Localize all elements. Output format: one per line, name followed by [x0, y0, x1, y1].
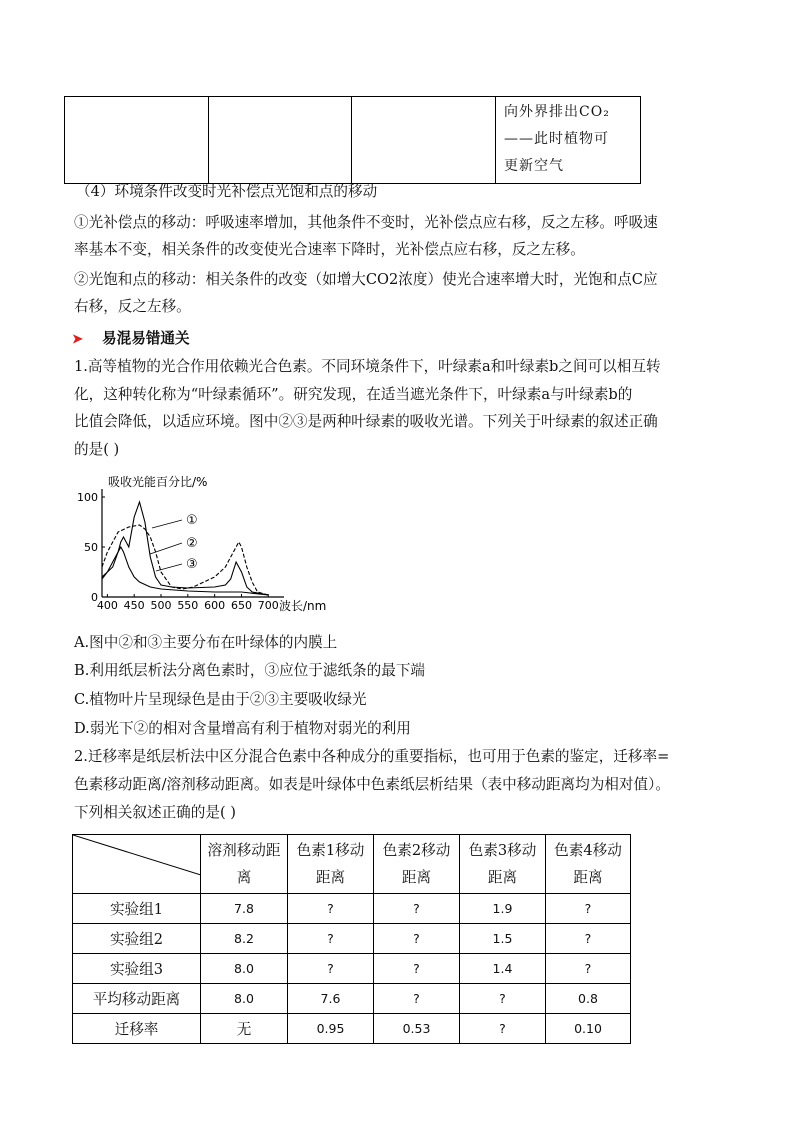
- table-row: 实验组2 8.2 ? ? 1.5 ?: [73, 924, 631, 954]
- note-line: ——此时植物可: [504, 131, 609, 147]
- note-line: 向外界排出CO₂: [504, 104, 610, 120]
- y-axis-label: 吸收光能百分比/%: [108, 475, 208, 489]
- y-tick-label: 0: [91, 591, 98, 604]
- table-cell: [65, 97, 209, 184]
- question-line: 的是( ): [74, 441, 120, 458]
- question-line: 比值会降低，以适应环境。图中②③是两种叶绿素的吸收光谱。下列关于叶绿素的叙述正确: [74, 413, 658, 430]
- section-heading: [72, 327, 190, 348]
- continuation-table: [64, 96, 641, 184]
- header-cell: 色素2移动 距离: [374, 835, 460, 894]
- option-b: B.利用纸层析法分离色素时，③应位于滤纸条的最下端: [74, 662, 426, 679]
- option-a: A.图中②和③主要分布在叶绿体的内膜上: [74, 634, 338, 651]
- table-cell: [352, 97, 496, 184]
- x-tick-label: 700: [257, 599, 279, 612]
- series-label: ②: [186, 536, 198, 551]
- question-line: 色素移动距离/溶剂移动距离。如表是叶绿体中色素纸层析结果（表中移动距离均为相对值）。: [74, 776, 670, 793]
- header-cell: 色素3移动 距离: [460, 835, 546, 894]
- x-tick-label: 600: [204, 599, 226, 612]
- option-c: C.植物叶片呈现绿色是由于②③主要吸收绿光: [74, 691, 367, 708]
- header-cell: 色素1移动 距离: [288, 835, 374, 894]
- heading-text: 易混易错通关: [102, 330, 190, 347]
- header-cell: 色素4移动 距离: [546, 835, 631, 894]
- question-line: 化，这种转化称为“叶绿素循环”。研究发现，在适当遮光条件下，叶绿素a与叶绿素b的: [74, 386, 633, 403]
- table-cell: [209, 97, 352, 184]
- table-row: 平均移动距离 8.0 7.6 ? ? 0.8: [73, 984, 631, 1014]
- option-d: D.弱光下②的相对含量增高有利于植物对弱光的利用: [74, 720, 411, 737]
- label-leader: [152, 520, 182, 528]
- arrow-icon: ➤: [72, 332, 83, 347]
- series-label: ①: [186, 513, 198, 528]
- x-tick-label: 550: [177, 599, 199, 612]
- x-tick-label: 650: [230, 599, 252, 612]
- diagonal-line: [73, 835, 201, 893]
- paragraph-line: 右移，反之左移。: [74, 298, 191, 315]
- x-tick-label: 500: [150, 599, 172, 612]
- table-cell-note: [496, 97, 641, 184]
- x-axis-label: 波长/nm: [279, 599, 327, 613]
- question-line: 下列相关叙述正确的是( ): [74, 804, 236, 821]
- diagonal-header-cell: [73, 835, 201, 894]
- table-row: 实验组1 7.8 ? ? 1.9 ?: [73, 894, 631, 924]
- table-row: 迁移率 无 0.95 0.53 ? 0.10: [73, 1014, 631, 1044]
- note-line: 更新空气: [504, 158, 564, 174]
- absorption-spectrum-chart: [74, 470, 354, 620]
- x-tick-label: 400: [96, 599, 118, 612]
- paragraph-line: ②光饱和点的移动：相关条件的改变（如增大CO2浓度）使光合速率增大时，光饱和点C应: [74, 271, 658, 288]
- header-cell: 溶剂移动距 离: [201, 835, 288, 894]
- chromatography-table: [72, 834, 631, 1044]
- paragraph-line: ①光补偿点的移动：呼吸速率增加，其他条件不变时，光补偿点应右移，反之左移。呼吸速: [74, 214, 658, 231]
- question-line: 1.高等植物的光合作用依赖光合色素。不同环境条件下，叶绿素a和叶绿素b之间可以相互转: [74, 358, 661, 375]
- question-line: 2.迁移率是纸层析法中区分混合色素中各种成分的重要指标，也可用于色素的鉴定，迁移率=: [74, 748, 670, 765]
- series-label: ③: [186, 557, 198, 572]
- paragraph-line: 率基本不变，相关条件的改变使光合速率下降时，光补偿点应右移，反之左移。: [74, 241, 585, 258]
- section-title: （4）环境条件改变时光补偿点光饱和点的移动: [76, 183, 378, 200]
- y-tick-label: 50: [84, 541, 98, 554]
- y-tick-label: 100: [77, 491, 98, 504]
- x-tick-label: 450: [123, 599, 145, 612]
- table-row: 实验组3 8.0 ? ? 1.4 ?: [73, 954, 631, 984]
